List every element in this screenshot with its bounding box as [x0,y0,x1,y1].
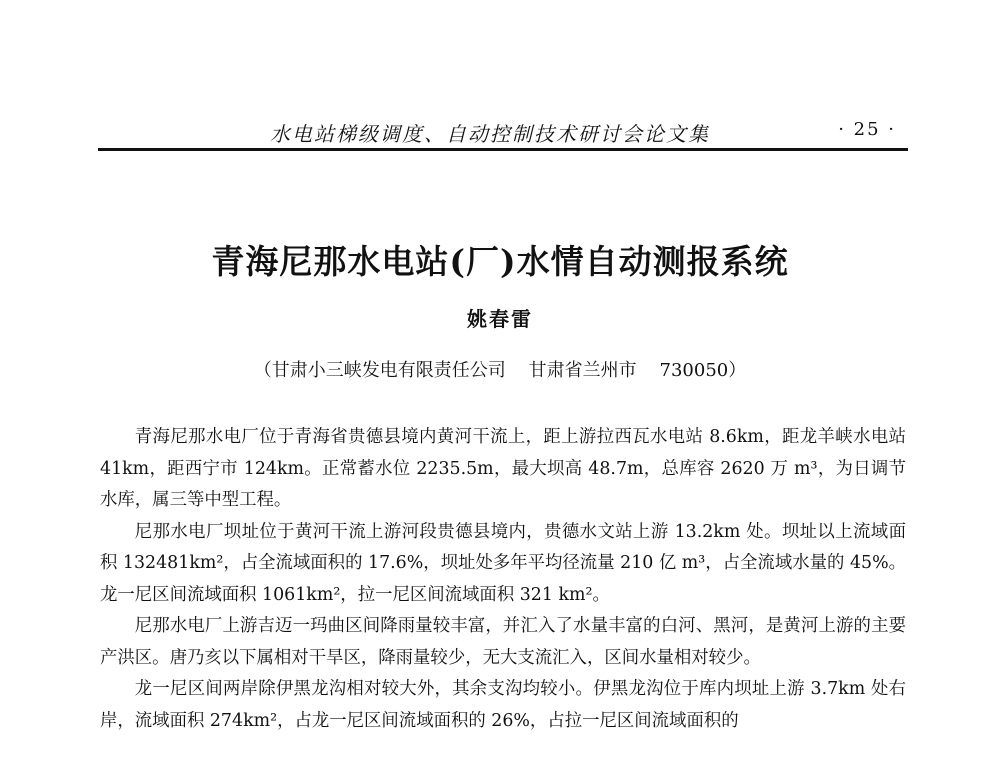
paragraph-2: 尼那水电厂坝址位于黄河干流上游河段贵德县境内，贵德水文站上游 13.2km 处。坝址以上流域面积 132481km²，占全流域面积的 17.6%，坝址处多年平均径流量 210 亿 m³，占全流域水量的 45%。龙一尼区间流域面积 1061km²，拉一尼区间流域面积 321 km²。 [100,521,906,605]
paper-title: 青海尼那水电站(厂)水情自动测报系统 [211,242,789,281]
running-header [98,112,908,151]
paragraph-4: 龙一尼区间两岸除伊黑龙沟相对较大外，其余支沟均较小。伊黑龙沟位于库内坝址上游 3.7km 处右岸，流域面积 274km²，占龙一尼区间流域面积的 26%，占拉一尼区间流域面积的 [100,679,906,731]
body-text [100,422,906,737]
affiliation: （甘肃小三峡发电有限责任公司 甘肃省兰州市 730050） [253,360,747,381]
paragraph-3: 尼那水电厂上游吉迈一玛曲区间降雨量较丰富，并汇入了水量丰富的白河、黑河，是黄河上游的主要产洪区。唐乃亥以下属相对干旱区，降雨量较少，无大支流汇入，区间水量相对较少。 [100,616,906,668]
running-title: 水电站梯级调度、自动控制技术研讨会论文集 [270,122,710,146]
paragraph-1: 青海尼那水电厂位于青海省贵德县境内黄河干流上，距上游拉西瓦水电站 8.6km，距龙羊峡水电站 41km，距西宁市 124km。正常蓄水位 2235.5m，最大坝高 48.7m，总库容 2620 万 m³，为日调节水库，属三等中型工程。 [100,427,906,510]
author: 姚春雷 [467,307,533,331]
page-number: · 25 · [838,119,896,140]
